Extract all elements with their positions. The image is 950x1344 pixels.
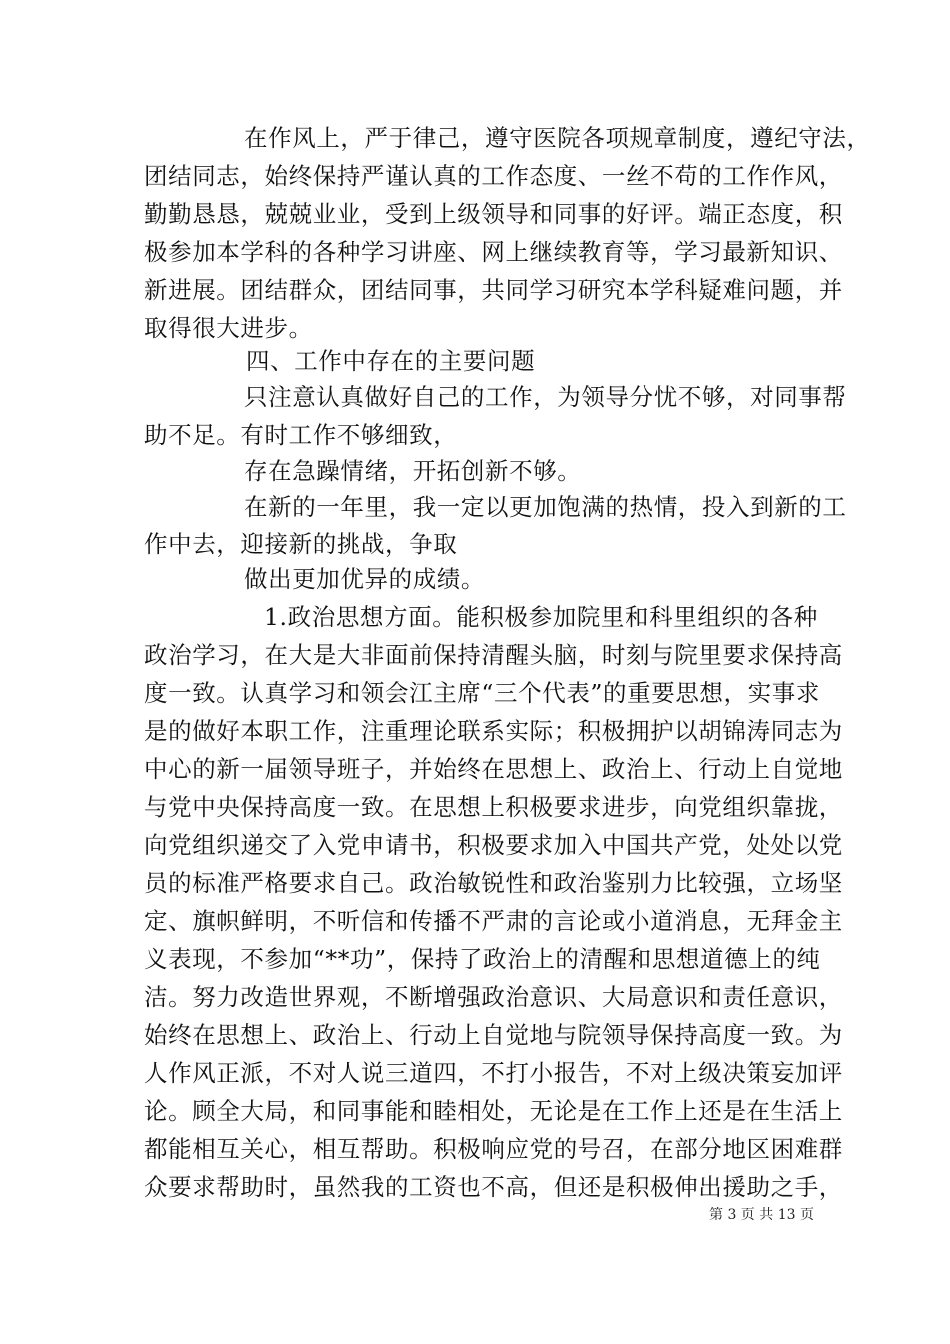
text-line-9: 助不足。有时工作不够细致，	[144, 421, 458, 449]
text-line-24: 洁。努力改造世界观，不断增强政治意识、大局意识和责任意识，	[144, 983, 843, 1011]
text-line-10: 存在急躁情绪，开拓创新不够。	[244, 457, 582, 485]
text-line-2: 团结同志，始终保持严谨认真的工作态度、一丝不苟的工作作风，	[144, 162, 843, 190]
text-line-26: 人作风正派，不对人说三道四，不打小报告，不对上级决策妄加评	[144, 1059, 843, 1087]
text-line-18: 中心的新一届领导班子，并始终在思想上、政治上、行动上自觉地	[144, 755, 843, 783]
text-line-19: 与党中央保持高度一致。在思想上积极要求进步，向党组织靠拢，	[144, 793, 843, 821]
text-line-29: 众要求帮助时，虽然我的工资也不高，但还是积极伸出援助之手，	[144, 1173, 843, 1201]
text-line-8: 只注意认真做好自己的工作，为领导分忧不够，对同事帮	[244, 383, 847, 411]
text-line-22: 定、旗帜鲜明，不听信和传播不严肃的言论或小道消息，无拜金主	[144, 907, 843, 935]
text-line-3: 勤勤恳恳，兢兢业业，受到上级领导和同事的好评。端正态度，积	[144, 200, 843, 228]
text-line-5: 新进展。团结群众，团结同事，共同学习研究本学科疑难问题，并	[144, 276, 843, 304]
text-line-23: 义表现，不参加“**功”，保持了政治上的清醒和思想道德上的纯	[144, 945, 821, 973]
text-line-1: 在作风上，严于律己，遵守医院各项规章制度，遵纪守法，	[244, 124, 871, 152]
section-heading: 四、工作中存在的主要问题	[246, 347, 536, 375]
text-line-4: 极参加本学科的各种学习讲座、网上继续教育等，学习最新知识、	[144, 238, 843, 266]
text-line-14: 1.政治思想方面。能积极参加院里和科里组织的各种	[264, 603, 818, 631]
page-number-footer: 第 3 页 共 13 页	[709, 1207, 814, 1223]
text-line-25: 始终在思想上、政治上、行动上自觉地与院领导保持高度一致。为	[144, 1021, 843, 1049]
text-line-11: 在新的一年里，我一定以更加饱满的热情，投入到新的工	[244, 493, 847, 521]
text-line-16: 度一致。认真学习和领会江主席“三个代表”的重要思想，实事求	[144, 679, 820, 707]
text-line-21: 员的标准严格要求自己。政治敏锐性和政治鉴别力比较强，立场坚	[144, 869, 843, 897]
text-line-13: 做出更加优异的成绩。	[244, 565, 485, 593]
text-line-27: 论。顾全大局，和同事能和睦相处，无论是在工作上还是在生活上	[144, 1097, 843, 1125]
text-line-15: 政治学习，在大是大非面前保持清醒头脑，时刻与院里要求保持高	[144, 641, 843, 669]
text-line-20: 向党组织递交了入党申请书，积极要求加入中国共产党，处处以党	[144, 831, 843, 859]
text-line-17: 是的做好本职工作，注重理论联系实际；积极拥护以胡锦涛同志为	[144, 717, 843, 745]
text-line-6: 取得很大进步。	[144, 314, 313, 342]
text-line-28: 都能相互关心，相互帮助。积极响应党的号召，在部分地区困难群	[144, 1135, 843, 1163]
text-line-12: 作中去，迎接新的挑战，争取	[144, 530, 458, 558]
